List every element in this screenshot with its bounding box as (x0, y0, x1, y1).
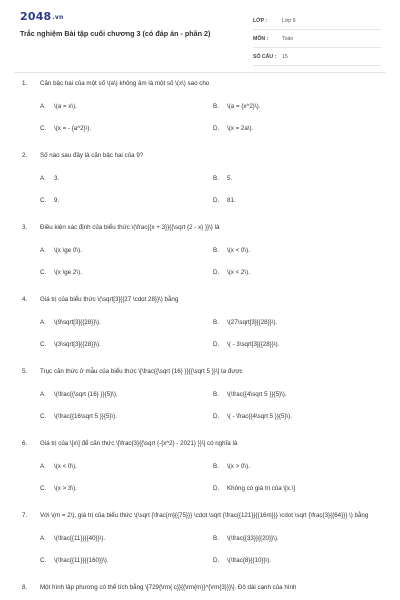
option-a[interactable] (40, 318, 213, 327)
question-6 (0, 439, 400, 511)
meta-row-count (253, 48, 381, 66)
option-a[interactable] (40, 246, 213, 255)
question-number: 7. (22, 512, 28, 519)
option-c[interactable] (40, 268, 213, 277)
option-text: \(x > 3\). (54, 485, 77, 492)
option-b[interactable] (213, 462, 386, 471)
option-letter: B. (213, 103, 219, 110)
question-number: 8. (22, 584, 28, 591)
question-stem (0, 223, 400, 233)
option-b[interactable] (213, 534, 386, 543)
question-text: Với \(m = 2\), giá trị của biểu thức \(\sqrt {\frac{m}{{75}}} \cdot \sqrt {\frac{{121}}{{16m}}} \cdot \sqrt {\frac{3}{{64}}} \) bằng (40, 512, 369, 519)
option-letter: D. (213, 485, 220, 492)
option-letter: C. (40, 557, 47, 564)
option-letter: A. (40, 463, 46, 470)
option-letter: D. (213, 125, 220, 132)
question-stem (0, 439, 400, 449)
question-stem (0, 295, 400, 305)
header (0, 0, 400, 66)
option-b[interactable] (213, 390, 386, 399)
question-5 (0, 367, 400, 439)
question-number: 1. (22, 80, 28, 87)
option-c[interactable] (40, 484, 213, 493)
option-letter: D. (213, 269, 220, 276)
question-stem (0, 79, 400, 89)
meta-value: Toán (282, 35, 294, 42)
option-row (0, 268, 400, 277)
option-b[interactable] (213, 174, 386, 183)
option-d[interactable] (213, 340, 386, 349)
option-d[interactable] (213, 124, 386, 133)
option-text: \(a = x\). (54, 103, 77, 110)
option-letter: D. (213, 557, 220, 564)
option-text: \( - \frac{{4\sqrt 5 }}{5}\). (227, 413, 293, 420)
option-c[interactable] (40, 412, 213, 421)
option-row (0, 246, 400, 255)
question-1 (0, 79, 400, 151)
question-stem (0, 367, 400, 377)
question-number: 2. (22, 152, 28, 159)
question-text: Giá trị của biểu thức \(\sqrt[3]{{27 \cdot 28}}\) bằng (40, 296, 179, 303)
question-stem (0, 583, 400, 593)
header-divider (14, 72, 386, 73)
option-text: 9. (54, 197, 60, 204)
option-letter: C. (40, 125, 47, 132)
option-letter: C. (40, 413, 47, 420)
question-3 (0, 223, 400, 295)
option-text: 5. (227, 175, 233, 182)
meta-table (253, 12, 381, 66)
option-text: \(a = {x^2}\). (227, 103, 261, 110)
option-letter: A. (40, 247, 46, 254)
question-text: Trục căn thức ở mẫu của biểu thức \[\frac{{\sqrt {16} }}{{\sqrt 5 }}\] ta được (40, 368, 243, 375)
question-text: Giá trị của \[x\] để căn thức \[\frac{3}{{\sqrt {-{x^2} - 2021} }}\] có nghĩa là (40, 440, 238, 447)
page-title: Trắc nghiệm Bài tập cuối chương 3 (có đáp án - phần 2) (20, 29, 211, 38)
option-d[interactable] (213, 268, 386, 277)
question-stem (0, 151, 400, 161)
option-text: \(\frac{{11}}{{160}}\). (54, 557, 109, 564)
option-text: \(\frac{{33}}{{20}}\). (227, 535, 279, 542)
question-text: Một hình lập phương có thể tích bằng \[729{\rm{ c}}{{\rm{m}}^{\rm{3}}}\]. Độ dài cạnh của hình (40, 584, 297, 591)
option-text: \(x \ge 0\). (54, 247, 82, 254)
option-b[interactable] (213, 102, 386, 111)
option-letter: D. (213, 197, 220, 204)
site-logo[interactable] (20, 10, 63, 23)
option-text: \(x < 0\). (227, 247, 250, 254)
option-row (0, 340, 400, 349)
option-letter: D. (213, 413, 220, 420)
option-letter: C. (40, 269, 47, 276)
question-text: Căn bậc hai của một số \(a\) không âm là một số \(x\) sao cho (40, 80, 210, 87)
option-row (0, 484, 400, 493)
meta-label: MÔN : (253, 35, 269, 42)
option-row (0, 102, 400, 111)
question-number: 6. (22, 440, 28, 447)
meta-label: LỚP : (253, 17, 268, 24)
question-text: Điều kiện xác định của biểu thức \(\frac{{x + 3}}{{\sqrt {2 - x} }}\) là (40, 224, 220, 231)
option-text: \(\frac{{\sqrt {16} }}{5}\). (54, 391, 118, 398)
option-d[interactable] (213, 196, 386, 205)
option-letter: B. (213, 319, 219, 326)
option-text: \( - 3\sqrt[3]{{28}}\). (227, 341, 280, 348)
option-letter: C. (40, 341, 47, 348)
question-list (0, 79, 400, 593)
option-text: \(9\sqrt[3]{{28}}\). (54, 319, 101, 326)
option-a[interactable] (40, 462, 213, 471)
option-row (0, 174, 400, 183)
meta-value: Lớp 9 (282, 17, 296, 24)
option-c[interactable] (40, 340, 213, 349)
option-text: 3. (54, 175, 60, 182)
option-letter: B. (213, 247, 219, 254)
option-letter: C. (40, 197, 47, 204)
option-text: Không có giá trị của \[x.\] (227, 485, 296, 492)
option-row (0, 390, 400, 399)
question-number: 5. (22, 368, 28, 375)
option-a[interactable] (40, 534, 213, 543)
option-a[interactable] (40, 102, 213, 111)
option-a[interactable] (40, 174, 213, 183)
option-c[interactable] (40, 196, 213, 205)
option-text: \(\frac{8}{{10}}\). (227, 557, 272, 564)
option-row (0, 412, 400, 421)
question-number: 4. (22, 296, 28, 303)
option-text: \(\frac{{4\sqrt 5 }}{5}\). (227, 391, 287, 398)
question-number: 3. (22, 224, 28, 231)
option-row (0, 124, 400, 133)
question-text: Số nào sau đây là căn bậc hai của 9? (40, 152, 144, 159)
option-row (0, 462, 400, 471)
question-stem (0, 511, 400, 521)
option-d[interactable] (213, 484, 386, 493)
option-letter: B. (213, 391, 219, 398)
option-row (0, 196, 400, 205)
option-letter: C. (40, 485, 47, 492)
option-a[interactable] (40, 390, 213, 399)
option-text: 81. (227, 197, 236, 204)
option-letter: B. (213, 535, 219, 542)
option-letter: B. (213, 175, 219, 182)
option-d[interactable] (213, 412, 386, 421)
option-row (0, 556, 400, 565)
option-row (0, 534, 400, 543)
question-7 (0, 511, 400, 583)
option-text: \(3\sqrt[3]{{28}}\). (54, 341, 101, 348)
option-b[interactable] (213, 246, 386, 255)
meta-value: 15 (282, 53, 288, 60)
option-text: \(x = - {a^2}\). (54, 125, 92, 132)
logo-suffix: .vn (52, 14, 64, 21)
option-text: \(x = 2a\). (227, 125, 254, 132)
option-letter: A. (40, 175, 46, 182)
option-b[interactable] (213, 318, 386, 327)
meta-row-subject (253, 30, 381, 48)
option-c[interactable] (40, 124, 213, 133)
option-text: \(x < 2\). (227, 269, 250, 276)
option-text: \(x < 0\). (54, 463, 77, 470)
option-text: \(27\sqrt[3]{{28}}\). (227, 319, 278, 326)
option-letter: A. (40, 535, 46, 542)
logo-text: 2048 (20, 10, 52, 23)
option-c[interactable] (40, 556, 213, 565)
option-text: \(\frac{{16\sqrt 5 }}{5}\). (54, 413, 117, 420)
question-2 (0, 151, 400, 223)
question-8 (0, 583, 400, 593)
option-row (0, 318, 400, 327)
option-letter: A. (40, 319, 46, 326)
option-d[interactable] (213, 556, 386, 565)
question-4 (0, 295, 400, 367)
option-letter: A. (40, 103, 46, 110)
option-letter: B. (213, 463, 219, 470)
option-letter: D. (213, 341, 220, 348)
option-text: \(x \ge 2\). (54, 269, 82, 276)
meta-row-class (253, 12, 381, 30)
meta-label: SỐ CÂU : (253, 53, 277, 60)
option-text: \(\frac{{11}}{{40}}\). (54, 535, 106, 542)
option-letter: A. (40, 391, 46, 398)
option-text: \(x > 0\). (227, 463, 250, 470)
